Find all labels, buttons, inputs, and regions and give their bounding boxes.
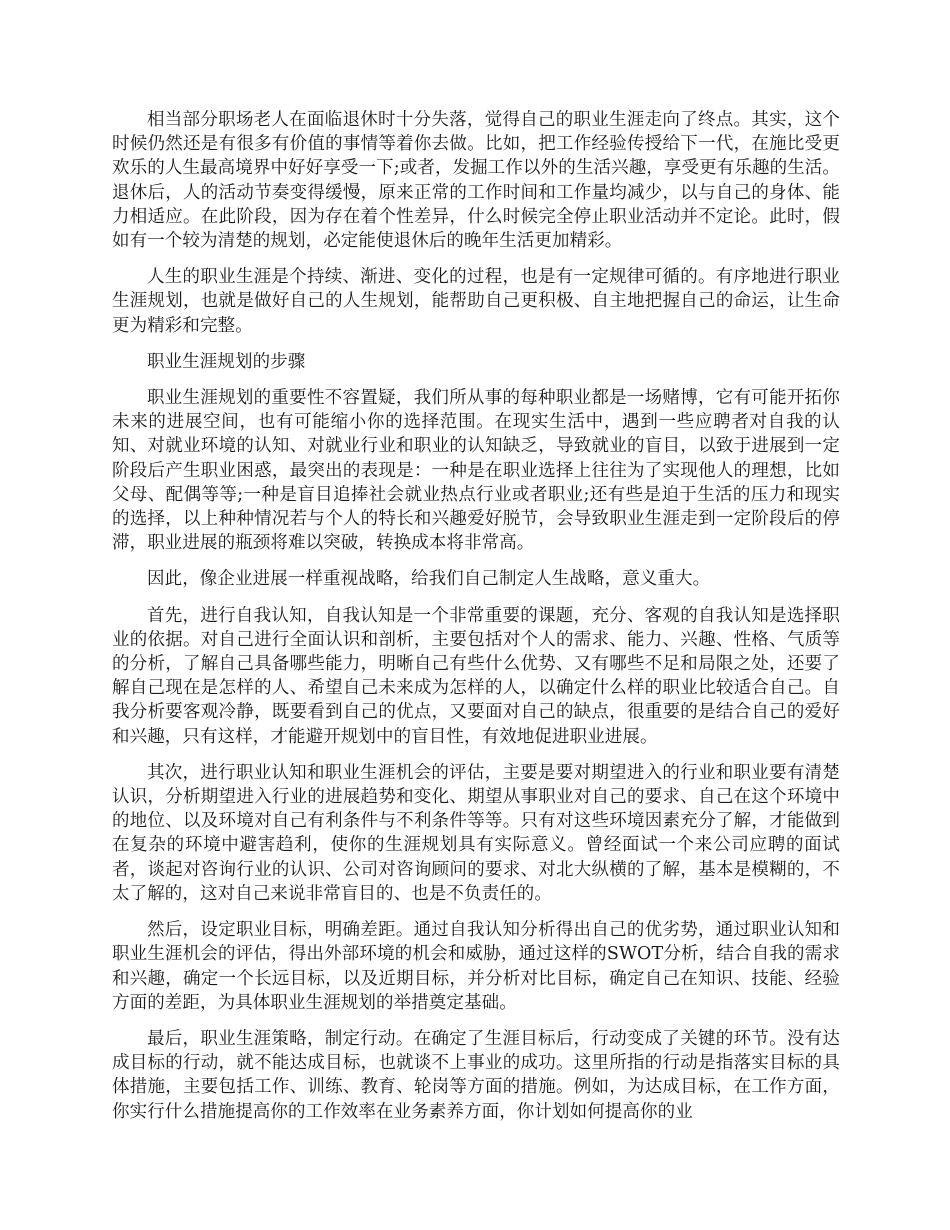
paragraph-strategy: 因此，像企业进展一样重视战略，给我们自己制定人生战略，意义重大。 xyxy=(147,569,711,590)
section-heading-steps: 职业生涯规划的步骤 xyxy=(147,351,306,372)
paragraph-set-goals: 然后，设定职业目标，明确差距。通过自我认知分析得出自己的优劣势，通过职业认知和职业生涯机会的评估，得出外部环境的机会和威胁，通过这样的SWOT分析，结合自我的需求和兴趣，确定一个长远目标，以及近期目标，并分析对比目标，确定自己在知识、技能、经验方面的差距，为具体职业生涯规划的举措奠定基础。 xyxy=(112,920,840,1013)
document-body xyxy=(112,108,840,1136)
paragraph-take-action: 最后，职业生涯策略，制定行动。在确定了生涯目标后，行动变成了关键的环节。没有达成目标的行动，就不能达成目标，也就谈不上事业的成功。这里所指的行动是指落实目标的具体措施，主要包括工作、训练、教育、轮岗等方面的措施。例如，为达成目标，在工作方面，你实行什么措施提高你的工作效率在业务素养方面，你计划如何提高你的业 xyxy=(112,1028,840,1122)
paragraph-retirement: 相当部分职场老人在面临退休时十分失落，觉得自己的职业生涯走向了终点。其实，这个时候仍然还是有很多有价值的事情等着你去做。比如，把工作经验传授给下一代，在施比受更欢乐的人生最高境界中好好享受一下;或者，发掘工作以外的生活兴趣，享受更有乐趣的生活。退休后，人的活动节奏变得缓慢，原来正常的工作时间和工作量均减少，以与自己的身体、能力相适应。在此阶段，因为存在着个性差异，什么时候完全停止职业活动并不定论。此时，假如有一个较为清楚的规划，必定能使退休后的晚年生活更加精彩。 xyxy=(112,110,840,252)
paragraph-self-awareness: 首先，进行自我认知，自我认知是一个非常重要的课题，充分、客观的自我认知是选择职业的依据。对自己进行全面认识和剖析，主要包括对个人的需求、能力、兴趣、性格、气质等的分析，了解自己具备哪些能力，明晰自己有些什么优势、又有哪些不足和局限之处，还要了解自己现在是怎样的人、希望自己未来成为怎样的人，以确定什么样的职业比较适合自己。自我分析要客观冷静，既要看到自己的优点，又要面对自己的缺点，很重要的是结合自己的爱好和兴趣，只有这样，才能避开规划中的盲目性，有效地促进职业进展。 xyxy=(112,605,840,747)
paragraph-importance: 职业生涯规划的重要性不容置疑，我们所从事的每种职业都是一场赌博，它有可能开拓你未来的进展空间，也有可能缩小你的选择范围。在现实生活中，遇到一些应聘者对自我的认知、对就业环境的认知、对就业行业和职业的认知缺乏，导致就业的盲目，以致于进展到一定阶段后产生职业困惑，最突出的表现是：一种是在职业选择上往往为了实现他人的理想，比如父母、配偶等等;一种是盲目追捧社会就业热点行业或者职业;还有些是迫于生活的压力和现实的选择，以上种种情况若与个人的特长和兴趣爱好脱节，会导致职业生涯走到一定阶段后的停滞，职业进展的瓶颈将难以突破，转换成本将非常高。 xyxy=(112,388,840,554)
paragraph-career-assessment: 其次，进行职业认知和职业生涯机会的评估，主要是要对期望进入的行业和职业要有清楚认识，分析期望进入行业的进展趋势和变化、期望从事职业对自己的要求、自己在这个环境中的地位、以及环境对自己有利条件与不利条件等等。只有对这些环境因素充分了解，才能做到在复杂的环境中避害趋利，使你的生涯规划具有实际意义。曾经面试一个来公司应聘的面试者，谈起对咨询行业的认识、公司对咨询顾问的要求、对北大纵横的了解，基本是模糊的，不太了解的，这对自己来说非常盲目的、也是不负责任的。 xyxy=(112,762,840,904)
paragraph-career-process: 人生的职业生涯是个持续、渐进、变化的过程，也是有一定规律可循的。有序地进行职业生涯规划，也就是做好自己的人生规划，能帮助自己更积极、自主地把握自己的命运，让生命更为精彩和完整。 xyxy=(112,267,840,336)
